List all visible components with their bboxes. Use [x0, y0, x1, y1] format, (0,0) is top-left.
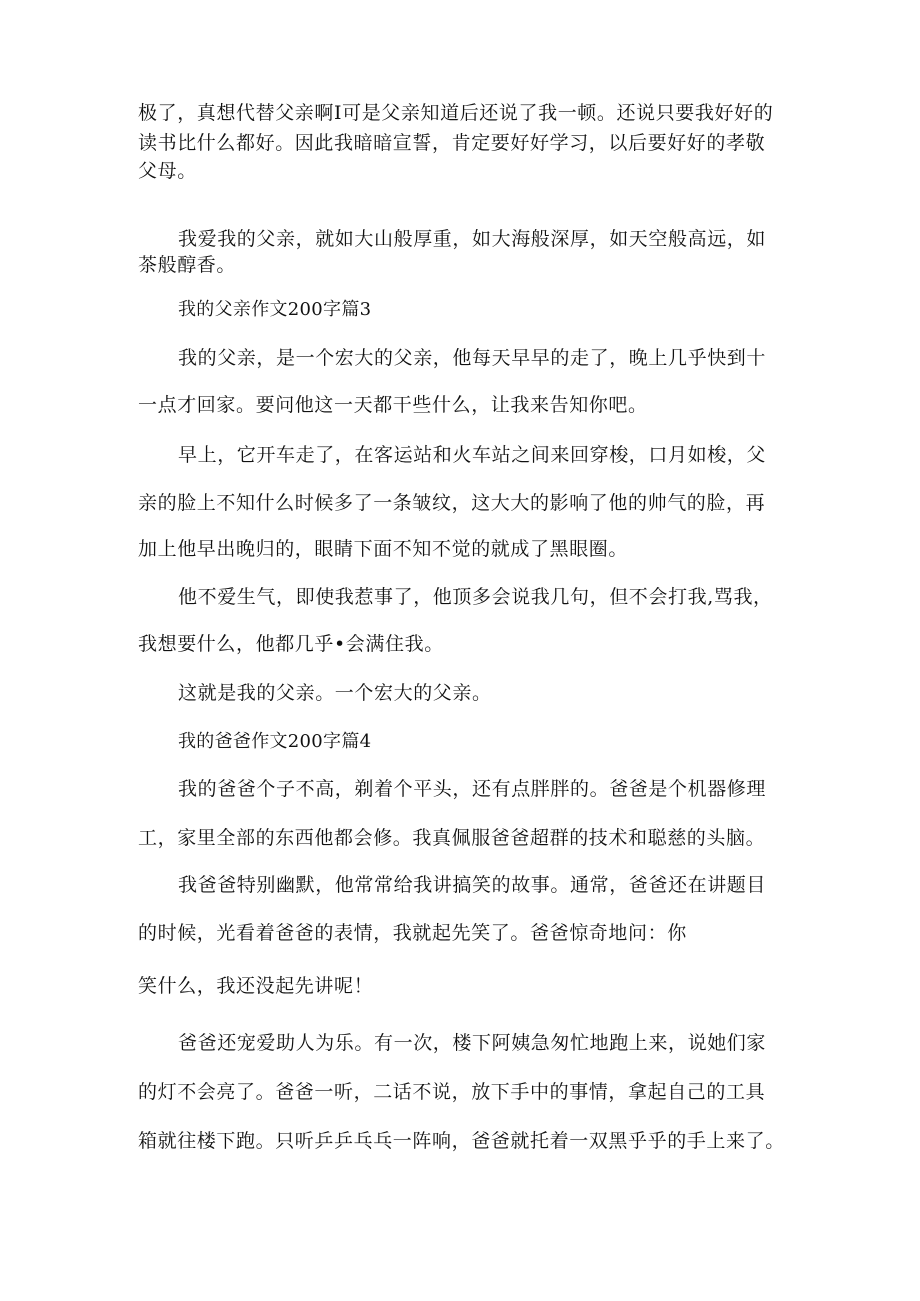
text-line: 读书比什么都好。因此我暗暗宣誓，肯定要好好学习，以后要好好的孝敬: [138, 132, 766, 154]
text-line: 亲的脸上不知什么时候多了一条皱纹，这大大的影响了他的帅气的脸，再: [138, 492, 766, 514]
text-line: 的时候，光看着爸爸的表情，我就起先笑了。爸爸惊奇地问：你: [138, 922, 687, 944]
text-line: 我想要什么，他都几乎•会满住我。: [138, 633, 444, 655]
text-line: 这就是我的父亲。一个宏大的父亲。: [178, 682, 492, 704]
text-line: 的灯不会亮了。爸爸一听，二话不说，放下手中的事情，拿起自己的工具: [138, 1081, 766, 1103]
text-line: 加上他早出晚归的，眼睛下面不知不觉的就成了黑眼圈。: [138, 538, 629, 560]
text-line: 我爱我的父亲，就如大山般厚重，如大海般深厚，如天空般高远，如: [178, 228, 767, 250]
text-line: 一点才回家。要问他这一天都干些什么，让我来告知你吧。: [138, 394, 648, 416]
text-line: 箱就往楼下跑。只听乒乒乓乓一阵响，爸爸就托着一双黑乎乎的手上来了。: [138, 1130, 785, 1152]
text-line: 我爸爸特别幽默，他常常给我讲搞笑的故事。通常，爸爸还在讲题目: [178, 874, 767, 896]
text-line: 爸爸还宠爱助人为乐。有一次，楼下阿姨急匆忙地跑上来，说她们家: [178, 1032, 767, 1054]
text-line: 他不爱生气，即使我惹事了，他顶多会说我几句，但不会打我,骂我，: [178, 586, 773, 608]
text-line: 父母。: [138, 160, 197, 182]
text-line: 茶般醇香。: [138, 254, 237, 276]
section-heading: 我的爸爸作文200字篇4: [178, 731, 372, 752]
text-line: 我的爸爸个子不高，剃着个平头，还有点胖胖的。爸爸是个机器修理: [178, 778, 767, 800]
text-line: 极了，真想代替父亲啊I可是父亲知道后还说了我一顿。还说只要我好好的: [138, 102, 774, 124]
text-line: 早上，它开车走了，在客运站和火车站之间来回穿梭，口月如梭，父: [178, 444, 767, 466]
text-line: 笑什么，我还没起先讲呢！: [138, 975, 374, 997]
text-line: 我的父亲，是一个宏大的父亲，他每天早早的走了，晚上几乎快到十: [178, 347, 767, 369]
section-heading: 我的父亲作文200字篇3: [178, 299, 372, 320]
text-line: 工，家里全部的东西他都会修。我真佩服爸爸超群的技术和聪慈的头脑。: [138, 827, 766, 849]
